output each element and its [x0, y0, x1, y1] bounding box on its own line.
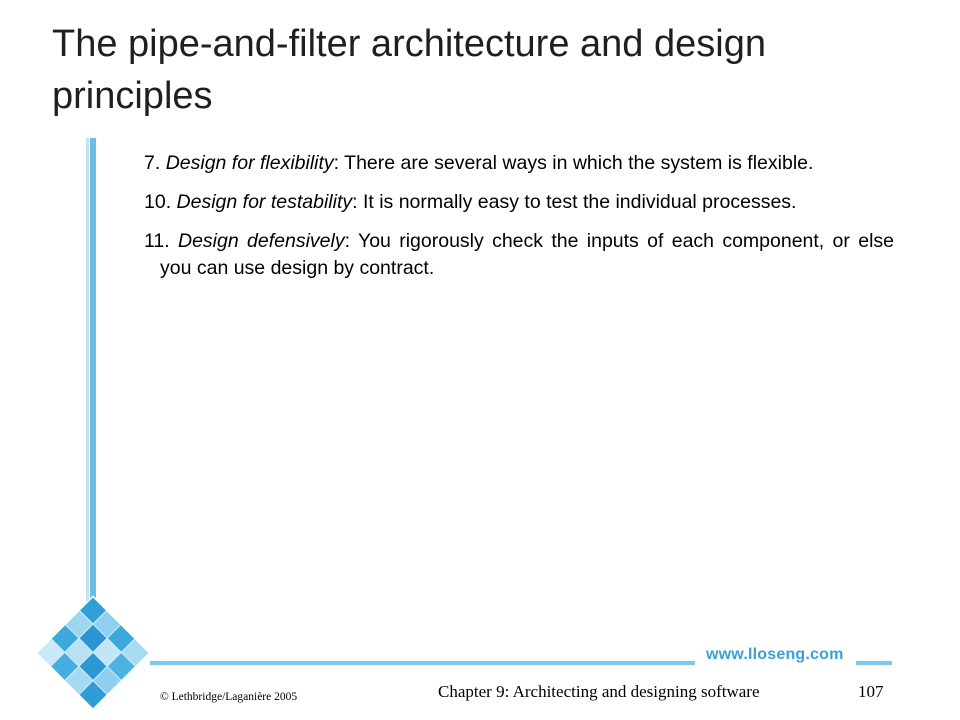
item-number: 11. — [144, 230, 170, 252]
item-term: Design defensively — [178, 230, 345, 252]
page-number: 107 — [858, 682, 884, 701]
item-term: Design for flexibility — [165, 152, 334, 174]
slide-body — [144, 150, 894, 294]
vertical-accent-line — [86, 138, 96, 618]
chapter-label: Chapter 9: Architecting and designing software — [438, 682, 760, 701]
footer-accent-line-right — [856, 661, 892, 665]
diamond-grid-logo-icon — [28, 588, 158, 718]
item-text: : You rigorously check the inputs of each component, or else you can use design by contract. — [160, 230, 894, 279]
footer-accent-line — [150, 661, 695, 665]
list-item — [144, 150, 894, 177]
website-url: www.lloseng.com — [706, 646, 844, 663]
item-number: 7. — [144, 152, 161, 174]
list-item — [144, 228, 894, 282]
item-term: Design for testability — [176, 191, 353, 213]
item-number: 10. — [144, 191, 172, 213]
list-item — [144, 189, 894, 216]
copyright-notice: © Lethbridge/Laganière 2005 — [160, 691, 298, 703]
item-text: : There are several ways in which the system is flexible. — [333, 152, 814, 174]
slide-title: The pipe-and-filter architecture and design principles — [52, 23, 766, 117]
item-text: : It is normally easy to test the individual processes. — [352, 191, 797, 213]
